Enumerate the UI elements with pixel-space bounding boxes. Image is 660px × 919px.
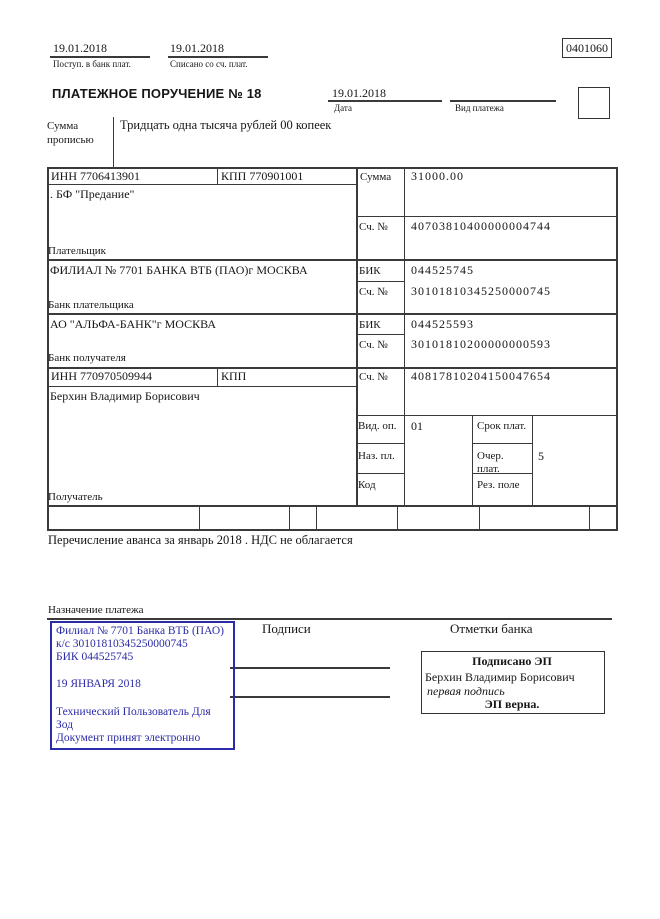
- table-col-due-left: [472, 415, 473, 505]
- table-rule-payee-bottom: [47, 505, 618, 507]
- form-code: 0401060: [566, 41, 608, 55]
- payee-bank-bik: 044525593: [411, 317, 474, 331]
- esign-signer: Берхин Владимир Борисович: [425, 670, 575, 684]
- table-rule-taxrow-bottom: [47, 529, 618, 531]
- payee-kpp-label: КПП: [221, 369, 247, 383]
- doc-date-label: Дата: [334, 103, 352, 113]
- table-rule-op2a: [356, 473, 404, 474]
- payer-kpp: КПП 770901001: [221, 169, 304, 183]
- rule-payment-type: [450, 100, 556, 102]
- esign-validity: ЭП верна.: [484, 697, 540, 711]
- code-label: Код: [358, 479, 376, 491]
- reserve-label: Рез. поле: [477, 479, 520, 491]
- date-debited: 19.01.2018: [170, 41, 224, 55]
- table-col-due-right: [532, 415, 533, 505]
- purpose-text: Перечисление аванса за январь 2018 . НДС не облагается: [48, 533, 353, 547]
- amount-words-text: Тридцать одна тысяча рублей 00 копеек: [120, 118, 332, 132]
- priority-value: 5: [538, 449, 544, 463]
- signatures-title: Подписи: [262, 621, 311, 636]
- payer-section-label: Плательщик: [48, 245, 106, 257]
- bank-stamp-line: Филиал № 7701 Банка ВТБ (ПАО): [56, 625, 224, 637]
- bank-stamp-date: 19 ЯНВАРЯ 2018: [56, 678, 141, 690]
- taxrow-divider: [289, 505, 290, 529]
- table-edge-right: [616, 167, 618, 531]
- payee-bank-name: АО "АЛЬФА-БАНК"г МОСКВА: [50, 317, 217, 331]
- amount-label: Сумма: [360, 171, 392, 183]
- table-col-kpp2: [217, 367, 218, 386]
- table-rule-bik1: [356, 281, 404, 282]
- rule-under-date-debited: [168, 56, 268, 58]
- payer-bank-bik: 044525745: [411, 263, 474, 277]
- payer-bank-section-label: Банк плательщика: [48, 299, 134, 311]
- taxrow-divider: [199, 505, 200, 529]
- esign-title: Подписано ЭП: [472, 654, 552, 668]
- taxrow-divider: [589, 505, 590, 529]
- table-rule-op1b: [472, 443, 532, 444]
- table-rule-sum: [356, 216, 618, 217]
- date-debited-label: Списано со сч. плат.: [170, 59, 248, 69]
- payee-name: Берхин Владимир Борисович: [50, 389, 200, 403]
- table-col-kpp1: [217, 167, 218, 184]
- payee-bank-account-label: Сч. №: [359, 339, 388, 351]
- table-rule-op1a: [356, 443, 404, 444]
- table-rule-bik2: [356, 334, 404, 335]
- payee-account: 40817810204150047654: [411, 369, 551, 383]
- payer-bank-account-label: Сч. №: [359, 286, 388, 298]
- esign-signature-kind: первая подпись: [427, 684, 505, 698]
- rule-under-doc-date: [328, 100, 442, 102]
- date-received-label: Поступ. в банк плат.: [53, 59, 131, 69]
- table-rule-payer-bottom: [47, 259, 618, 261]
- payer-bank-account: 30101810345250000745: [411, 284, 551, 298]
- priority-label: Очер. плат.: [477, 450, 504, 475]
- due-label: Срок плат.: [477, 420, 527, 432]
- payment-type-box: [578, 87, 610, 119]
- bank-marks-title: Отметки банка: [450, 621, 533, 636]
- payee-bank-section-label: Банк получателя: [48, 352, 126, 364]
- bank-stamp-line: к/с 30101810345250000745: [56, 638, 188, 650]
- bank-stamp-line: Технический Пользователь Для: [56, 706, 211, 718]
- payee-bank-bik-label: БИК: [359, 319, 381, 331]
- taxrow-divider: [316, 505, 317, 529]
- taxrow-divider: [397, 505, 398, 529]
- document-title: ПЛАТЕЖНОЕ ПОРУЧЕНИЕ № 18: [52, 86, 262, 101]
- payer-name: . БФ "Предание": [50, 187, 135, 201]
- taxrow-divider: [479, 505, 480, 529]
- bank-stamp-line: Документ принят электронно: [56, 732, 201, 744]
- table-col-values: [404, 167, 405, 505]
- table-rule-inn2-row: [47, 386, 356, 387]
- op-kind-label: Вид. оп.: [358, 420, 397, 432]
- signature-line-1: [230, 667, 390, 669]
- op-kind-value: 01: [411, 419, 423, 433]
- payer-inn: ИНН 7706413901: [51, 169, 140, 183]
- signature-line-2: [230, 696, 390, 698]
- table-rule-subtable-top: [356, 415, 618, 416]
- payer-bank-bik-label: БИК: [359, 265, 381, 277]
- payee-inn: ИНН 770970509944: [51, 369, 152, 383]
- amount-words-divider: [113, 117, 114, 167]
- table-edge-left: [47, 167, 49, 531]
- amount-value: 31000.00: [411, 169, 464, 183]
- payer-bank-name: ФИЛИАЛ № 7701 БАНКА ВТБ (ПАО)г МОСКВА: [50, 263, 308, 277]
- table-rule-payerbank-bottom: [47, 313, 618, 315]
- payee-account-label: Сч. №: [359, 371, 388, 383]
- payment-type-label: Вид платежа: [455, 103, 504, 113]
- payer-account-label: Сч. №: [359, 221, 388, 233]
- payee-section-label: Получатель: [48, 491, 103, 503]
- payee-bank-account: 30101810200000000593: [411, 337, 551, 351]
- purpose-code-label: Наз. пл.: [358, 450, 395, 462]
- table-rule-inn-row: [47, 184, 356, 185]
- rule-under-date-received: [50, 56, 150, 58]
- form-code-box: [562, 38, 612, 58]
- payer-account: 40703810400000004744: [411, 219, 551, 233]
- document-date: 19.01.2018: [332, 86, 386, 100]
- bank-stamp-line: Зод: [56, 719, 74, 731]
- amount-words-label: Сумма прописью: [47, 120, 94, 146]
- bank-stamp-line: БИК 044525745: [56, 651, 134, 663]
- date-received: 19.01.2018: [53, 41, 107, 55]
- purpose-section-label: Назначение платежа: [48, 604, 144, 616]
- rule-signatures-top: [47, 618, 612, 620]
